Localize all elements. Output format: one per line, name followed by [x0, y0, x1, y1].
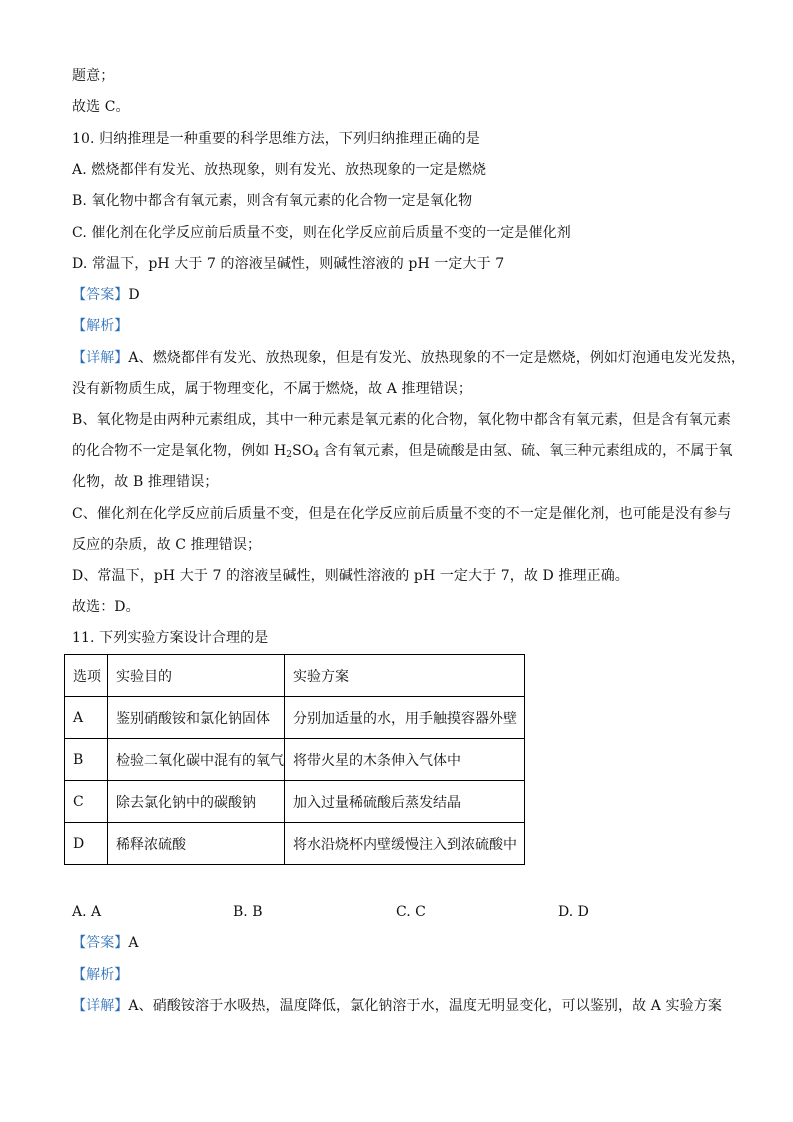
table-cell: B [65, 739, 108, 781]
option-c: C. 催化剂在化学反应前后质量不变，则在化学反应前后质量不变的一定是催化剂 [72, 225, 571, 241]
table-row [65, 739, 525, 781]
detail-line: D、常温下，pH 大于 7 的溶液呈碱性，则碱性溶液的 pH 一定大于 7，故 D 推理正确。 [72, 568, 629, 584]
question-11: 11. 下列实验方案设计合理的是 [72, 630, 269, 646]
text-line: 故选 C。 [72, 99, 130, 115]
detail-text: A、燃烧都伴有发光、放热现象，但是有发光、放热现象的不一定是燃烧，例如灯泡通电发光发热， [128, 350, 745, 366]
table-cell: 分别加适量的水，用手触摸容器外壁 [285, 697, 525, 739]
detail-text: A、硝酸铵溶于水吸热，温度降低，氯化钠溶于水，温度无明显变化，可以鉴别，故 A 实验方案 [128, 998, 722, 1014]
table-row [65, 823, 525, 865]
table-header-cell: 选项 [65, 655, 108, 697]
table-cell: 加入过量稀硫酸后蒸发结晶 [285, 781, 525, 823]
analysis-tag: 【解析】 [72, 318, 129, 334]
option-b: B. 氧化物中都含有氧元素，则含有氧元素的化合物一定是氧化物 [72, 193, 473, 209]
subscript: 4 [313, 450, 320, 460]
detail-line [72, 441, 733, 461]
detail-line: C、催化剂在化学反应前后质量不变，但是在化学反应前后质量不变的不一定是催化剂，也可能是没有参与 [72, 506, 732, 522]
answer-value: A [128, 935, 139, 951]
answer-option-a: A. A [72, 904, 102, 920]
table-row [65, 781, 525, 823]
answer-tag: 【答案】 [72, 935, 129, 951]
detail-line [72, 996, 722, 1016]
detail-line: 反应的杂质，故 C 推理错误； [72, 537, 262, 553]
detail-text: 含有氧元素，但是硫酸是由氢、硫、氧三种元素组成的，不属于氧 [319, 443, 733, 459]
detail-line: 没有新物质生成，属于物理变化，不属于燃烧，故 A 推理错误； [72, 381, 473, 397]
table-header-cell: 实验方案 [285, 655, 525, 697]
analysis-tag: 【解析】 [72, 967, 129, 983]
answer-option-d: D. D [558, 904, 589, 920]
answer-option-c: C. C [396, 904, 426, 920]
detail-tag: 【详解】 [72, 350, 129, 366]
detail-text: 的化合物不一定是氧化物，例如 H [72, 443, 287, 459]
table-row [65, 697, 525, 739]
answer-line [72, 933, 139, 953]
detail-line: 故选：D。 [72, 599, 140, 615]
detail-tag: 【详解】 [72, 998, 129, 1014]
table-cell: A [65, 697, 108, 739]
experiment-table [64, 654, 525, 865]
detail-line: 化物，故 B 推理错误； [72, 474, 219, 490]
question-10: 10. 归纳推理是一种重要的科学思维方法，下列归纳推理正确的是 [72, 131, 480, 147]
option-d: D. 常温下，pH 大于 7 的溶液呈碱性，则碱性溶液的 pH 一定大于 7 [72, 256, 505, 272]
table-header-row [65, 655, 525, 697]
text-line: 题意； [72, 68, 115, 84]
table-cell: 除去氯化钠中的碳酸钠 [108, 781, 285, 823]
answer-value: D [128, 287, 140, 303]
answer-line [72, 285, 140, 305]
answer-tag: 【答案】 [72, 287, 129, 303]
table-cell: C [65, 781, 108, 823]
table-cell: 将水沿烧杯内壁缓慢注入到浓硫酸中 [285, 823, 525, 865]
detail-line: B、氧化物是由两种元素组成，其中一种元素是氧元素的化合物，氧化物中都含有氧元素，但是含有氧元素 [72, 412, 731, 428]
answer-option-b: B. B [233, 904, 263, 920]
detail-line [72, 348, 745, 368]
option-a: A. 燃烧都伴有发光、放热现象，则有发光、放热现象的一定是燃烧 [72, 162, 487, 178]
table-cell: 将带火星的木条伸入气体中 [285, 739, 525, 781]
subscript: 2 [286, 450, 293, 460]
table-header-cell: 实验目的 [108, 655, 285, 697]
table-cell: 鉴别硝酸铵和氯化钠固体 [108, 697, 285, 739]
table-cell: 检验二氧化碳中混有的氧气 [108, 739, 285, 781]
table-cell: 稀释浓硫酸 [108, 823, 285, 865]
table-cell: D [65, 823, 108, 865]
detail-text: SO [292, 443, 314, 459]
